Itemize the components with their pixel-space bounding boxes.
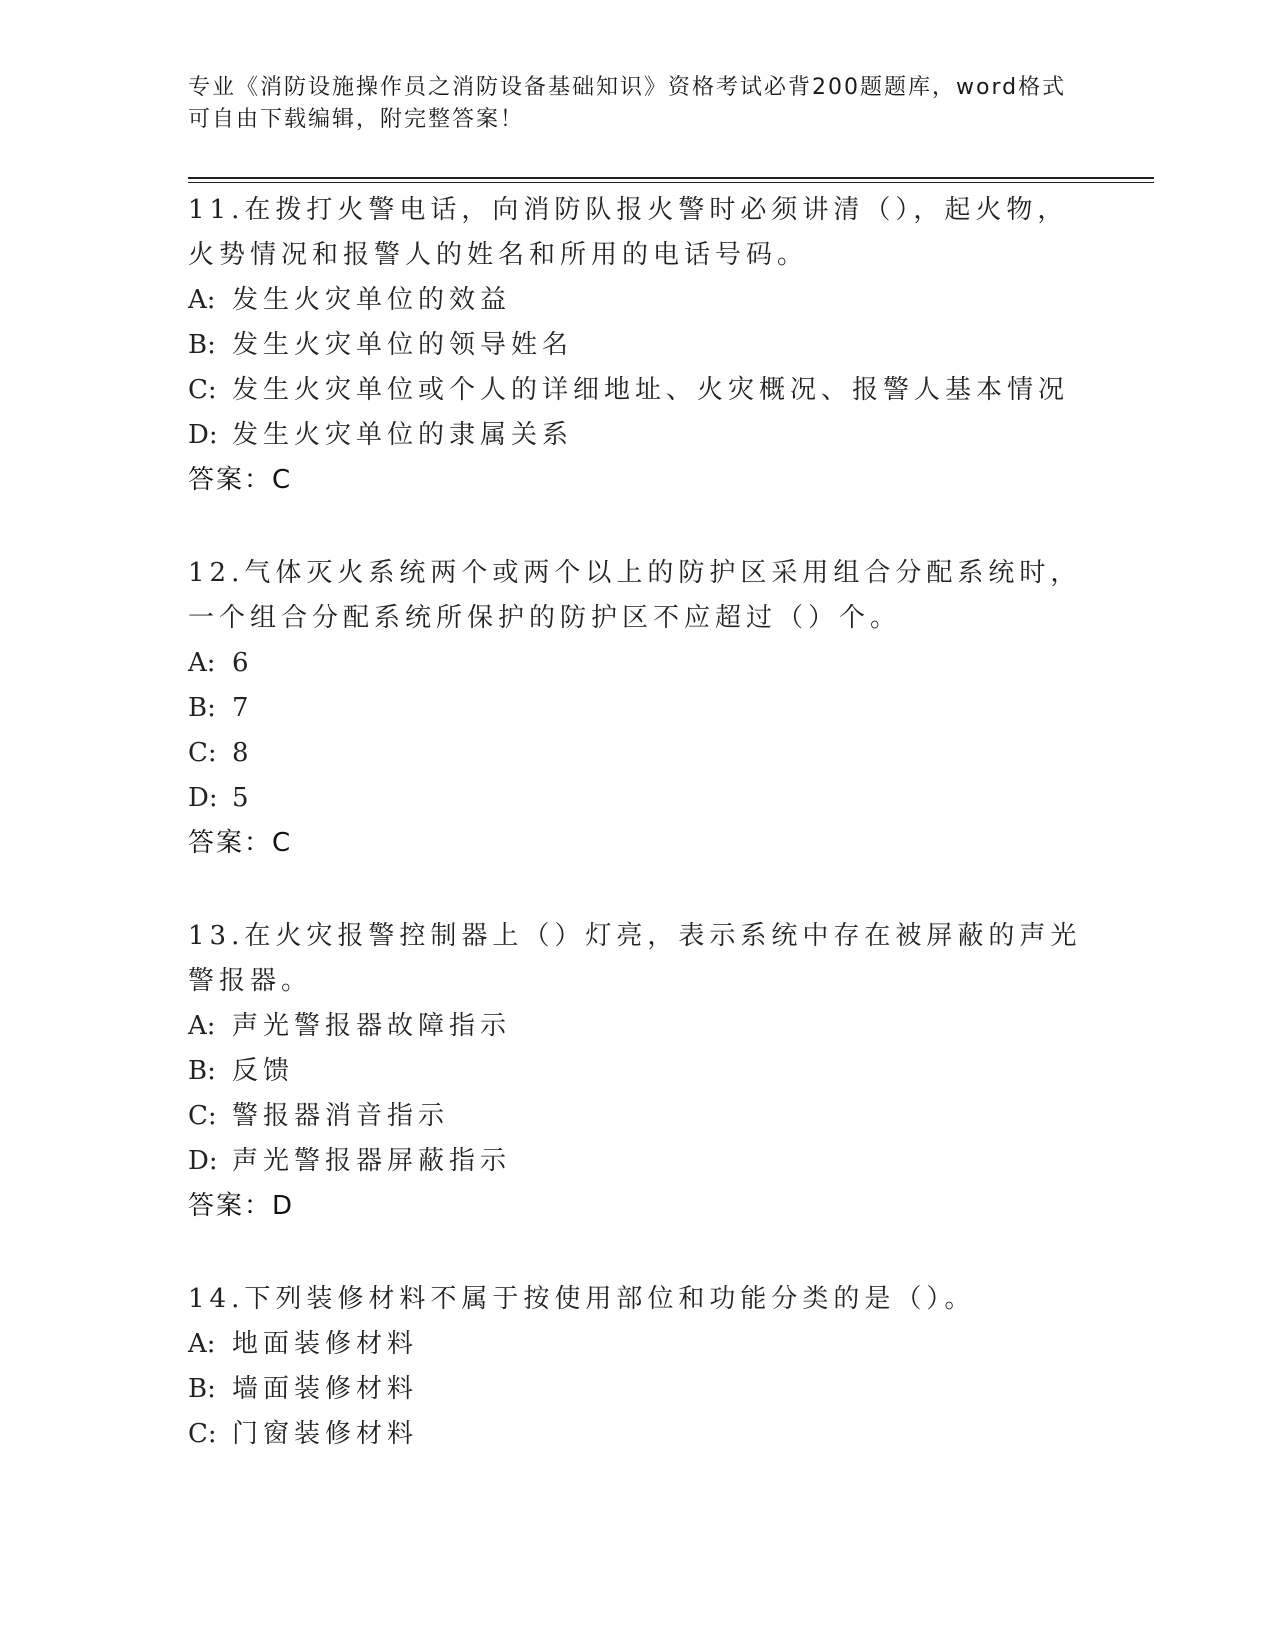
question-14 <box>188 1277 1088 1457</box>
option-key: B: <box>188 1056 216 1086</box>
option-text: 警报器消音指示 <box>232 1101 450 1131</box>
option-text: 地面装修材料 <box>232 1329 419 1359</box>
option-key: A: <box>188 648 216 678</box>
answer: 答案：C <box>188 828 293 858</box>
option-key: C: <box>188 738 217 768</box>
option-d <box>188 1139 1088 1184</box>
question-11 <box>188 188 1088 503</box>
question-12 <box>188 551 1088 866</box>
document-header: 专业《消防设施操作员之消防设备基础知识》资格考试必背200题题库，word格式可自由下载编辑，附完整答案！ <box>188 75 1067 132</box>
option-key: D: <box>188 420 218 450</box>
option-a <box>188 278 1088 323</box>
option-key: D: <box>188 1146 218 1176</box>
option-key: B: <box>188 1374 216 1404</box>
option-d <box>188 776 1088 821</box>
answer: 答案：C <box>188 465 293 495</box>
option-text: 反馈 <box>232 1056 295 1086</box>
option-text: 发生火灾单位或个人的详细地址、火灾概况、报警人基本情况 <box>232 375 1070 405</box>
option-key: A: <box>188 1329 216 1359</box>
question-text: 12.气体灭火系统两个或两个以上的防护区采用组合分配系统时，一个组合分配系统所保护的防护区不应超过（）个。 <box>188 558 1082 633</box>
option-text: 声光警报器故障指示 <box>232 1011 512 1041</box>
option-key: B: <box>188 330 216 360</box>
header-divider-thick <box>188 177 1154 179</box>
option-b <box>188 323 1088 368</box>
option-b <box>188 1049 1088 1094</box>
option-c <box>188 1412 1088 1457</box>
option-text: 发生火灾单位的效益 <box>232 285 512 315</box>
option-text: 8 <box>232 738 254 768</box>
option-d <box>188 413 1088 458</box>
option-key: C: <box>188 375 217 405</box>
option-key: B: <box>188 693 216 723</box>
option-text: 6 <box>232 648 254 678</box>
option-text: 发生火灾单位的隶属关系 <box>232 420 574 450</box>
answer: 答案：D <box>188 1191 295 1221</box>
option-key: A: <box>188 1011 216 1041</box>
question-text: 14.下列装修材料不属于按使用部位和功能分类的是（）。 <box>188 1284 976 1314</box>
option-b <box>188 686 1088 731</box>
question-13 <box>188 914 1088 1229</box>
option-text: 发生火灾单位的领导姓名 <box>232 330 574 360</box>
option-c <box>188 1094 1088 1139</box>
option-c <box>188 731 1088 776</box>
option-text: 7 <box>232 693 254 723</box>
option-c <box>188 368 1088 413</box>
option-text: 门窗装修材料 <box>232 1419 419 1449</box>
option-key: A: <box>188 285 216 315</box>
option-key: C: <box>188 1101 217 1131</box>
question-text: 11.在拨打火警电话，向消防队报火警时必须讲清（），起火物，火势情况和报警人的姓名和所用的电话号码。 <box>188 195 1069 270</box>
question-list <box>188 188 1088 1505</box>
option-text: 墙面装修材料 <box>232 1374 419 1404</box>
option-a <box>188 1322 1088 1367</box>
option-a <box>188 1004 1088 1049</box>
option-text: 5 <box>232 783 254 813</box>
option-a <box>188 641 1088 686</box>
option-key: C: <box>188 1419 217 1449</box>
option-b <box>188 1367 1088 1412</box>
header-divider-thin <box>188 182 1154 183</box>
question-text: 13.在火灾报警控制器上（）灯亮，表示系统中存在被屏蔽的声光警报器。 <box>188 921 1082 996</box>
option-key: D: <box>188 783 218 813</box>
option-text: 声光警报器屏蔽指示 <box>232 1146 512 1176</box>
